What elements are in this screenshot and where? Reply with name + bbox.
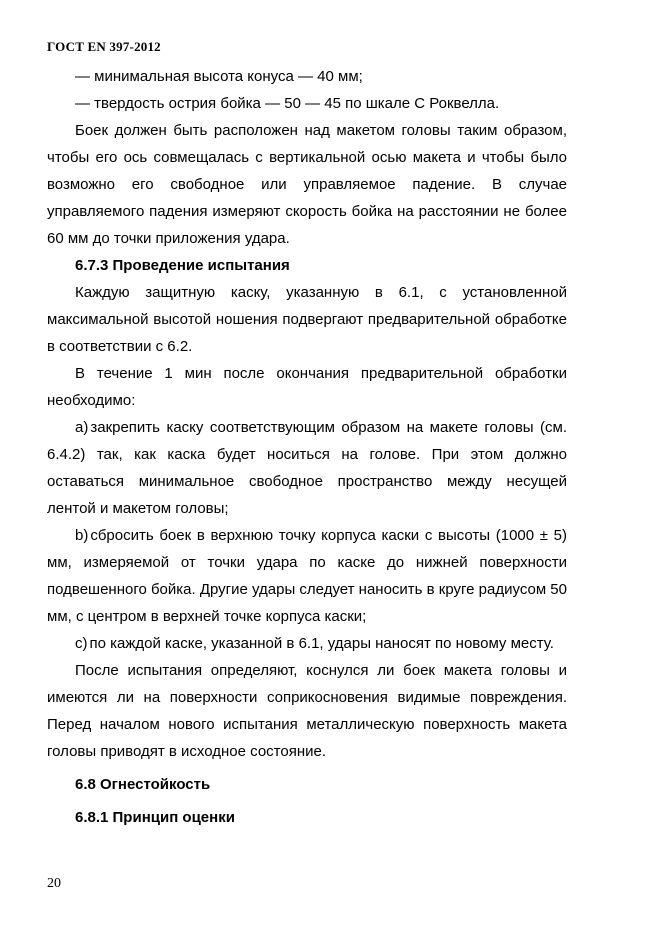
dash-item-striker-hardness: — твердость острия бойка — 50 — 45 по шкале С Роквелла. [75, 95, 500, 112]
list-marker-b: b) [75, 527, 89, 544]
section-heading-6-8: 6.8 Огнестойкость [75, 776, 211, 793]
list-item-a-text: закрепить каску соответствующим образом на макете головы (см. 6.4.2) так, как каска будет носиться на голове. При этом должно оставаться минимальное свободное пространство между несущей лентой и макетом головы; [47, 419, 567, 517]
list-item-c-text: по каждой каске, указанной в 6.1, удары наносят по новому месту. [89, 635, 554, 652]
list-marker-c: c) [75, 635, 88, 652]
document-header: ГОСТ EN 397-2012 [47, 39, 161, 54]
dash-item-cone-height: — минимальная высота конуса — 40 мм; [75, 68, 363, 85]
paragraph-within-one-minute: В течение 1 мин после окончания предварительной обработки необходимо: [47, 365, 567, 409]
list-marker-a: a) [75, 419, 89, 436]
page-number: 20 [47, 876, 61, 891]
section-heading-6-8-1: 6.8.1 Принцип оценки [75, 809, 235, 826]
list-item-a [47, 414, 567, 522]
list-item-b-text: сбросить боек в верхнюю точку корпуса каски с высоты (1000 ± 5) мм, измеряемой от точки удара по каске до нижней поверхности подвешенного бойка. Другие удары следует наносить в круге радиусом 50 мм, с центром в верхней точке корпуса каски; [47, 527, 567, 625]
document-body [47, 63, 567, 831]
list-item-b [47, 522, 567, 630]
paragraph-striker-position: Боек должен быть расположен над макетом головы таким образом, чтобы его ось совмещалась с вертикальной осью макета и чтобы было возможно его свободное или управляемое падение. В случае управляемого падения измеряют скорость бойка на расстоянии не более 60 мм до точки приложения удара. [47, 122, 567, 247]
paragraph-after-test: После испытания определяют, коснулся ли боек макета головы и имеются ли на поверхности соприкосновения видимые повреждения. Перед началом нового испытания металлическую поверхность макета головы приводят в исходное состояние. [47, 662, 567, 760]
list-item-c [47, 630, 567, 657]
section-heading-6-7-3: 6.7.3 Проведение испытания [75, 257, 290, 274]
paragraph-helmet-conditioning: Каждую защитную каску, указанную в 6.1, с установленной максимальной высотой ношения подвергают предварительной обработке в соответствии с 6.2. [47, 284, 567, 355]
